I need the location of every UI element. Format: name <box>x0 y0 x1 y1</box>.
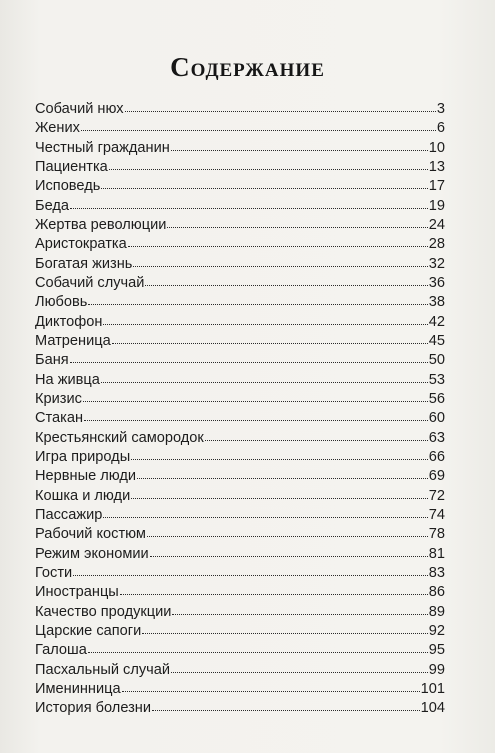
toc-entry <box>35 680 445 699</box>
toc-entry-page: 6 <box>436 120 445 137</box>
toc-entry <box>35 583 445 602</box>
toc-entry-title: Крестьянский самородок <box>35 429 204 446</box>
toc-entry-leader <box>70 208 428 209</box>
toc-entry <box>35 119 445 138</box>
toc-entry <box>35 564 445 583</box>
toc-entry-title: Собачий нюх <box>35 101 124 117</box>
toc-entry-title: Жених <box>35 120 80 137</box>
toc-entry <box>35 351 445 370</box>
toc-entry-title: Именинница <box>35 680 121 697</box>
toc-entry-title: Стакан <box>35 410 84 427</box>
toc-entry-leader <box>167 227 427 228</box>
toc-entry-title: История болезни <box>35 700 152 717</box>
toc-entry-leader <box>73 575 428 576</box>
toc-entry-page: 86 <box>428 584 445 601</box>
toc-entry-leader <box>131 498 428 499</box>
toc-entry-leader <box>125 111 436 112</box>
toc-entry-page: 95 <box>428 642 445 659</box>
toc-entry-title: Пациентка <box>35 158 108 175</box>
toc-entry-page: 19 <box>428 197 445 214</box>
toc-entry-leader <box>150 556 428 557</box>
toc-entry-page: 56 <box>428 390 445 407</box>
toc-entry-page: 24 <box>428 216 445 233</box>
toc-entry <box>35 390 445 409</box>
toc-entry <box>35 255 445 274</box>
toc-entry-leader <box>205 440 428 441</box>
toc-entry <box>35 641 445 660</box>
toc-entry <box>35 506 445 525</box>
toc-entry-title: Иностранцы <box>35 584 119 601</box>
toc-entry-title: Режим экономии <box>35 545 149 562</box>
toc-entry-leader <box>152 710 420 711</box>
toc-entry-page: 3 <box>436 101 445 117</box>
toc-entry-leader <box>88 304 427 305</box>
toc-entry <box>35 429 445 448</box>
toc-entry <box>35 313 445 332</box>
toc-entry-leader <box>172 614 427 615</box>
toc-entry-title: Аристократка <box>35 236 127 253</box>
toc-entry-page: 92 <box>428 622 445 639</box>
toc-entry-title: Диктофон <box>35 313 103 330</box>
toc-entry-page: 10 <box>428 139 445 156</box>
toc-entry-page: 42 <box>428 313 445 330</box>
toc-entry-leader <box>81 130 436 131</box>
toc-entry-leader <box>112 343 428 344</box>
toc-entry-leader <box>137 478 428 479</box>
toc-entry-page: 38 <box>428 294 445 311</box>
toc-entry-page: 74 <box>428 506 445 523</box>
page-title: Содержание <box>170 52 325 82</box>
toc-entry-title: Игра природы <box>35 448 131 465</box>
toc-entry <box>35 197 445 216</box>
toc-entry-leader <box>171 672 428 673</box>
toc-entry <box>35 661 445 680</box>
toc-entry <box>35 545 445 564</box>
toc-entry-page: 89 <box>428 603 445 620</box>
toc-entry <box>35 235 445 254</box>
toc-entry <box>35 699 445 718</box>
toc-entry-title: Баня <box>35 352 69 369</box>
toc-entry <box>35 467 445 486</box>
toc-entry-title: Галоша <box>35 642 87 659</box>
toc-entry-title: На живца <box>35 371 100 388</box>
toc-entry-page: 72 <box>428 487 445 504</box>
toc-entry-leader <box>122 691 420 692</box>
toc-entry-leader <box>103 324 427 325</box>
toc-entry-leader <box>131 459 428 460</box>
toc-entry-title: Рабочий костюм <box>35 526 146 543</box>
toc-entry-page: 28 <box>428 236 445 253</box>
toc-entry-page: 45 <box>428 332 445 349</box>
toc-entry-page: 69 <box>428 468 445 485</box>
table-of-contents <box>35 100 445 719</box>
toc-entry-title: Любовь <box>35 294 88 311</box>
toc-entry-leader <box>145 285 427 286</box>
toc-entry-leader <box>101 382 428 383</box>
toc-entry-page: 99 <box>428 661 445 678</box>
toc-entry-title: Беда <box>35 197 70 214</box>
toc-entry-page: 66 <box>428 448 445 465</box>
toc-entry-leader <box>109 169 428 170</box>
toc-entry-page: 17 <box>428 178 445 195</box>
toc-entry <box>35 177 445 196</box>
toc-entry-leader <box>70 362 428 363</box>
toc-entry <box>35 371 445 390</box>
toc-entry <box>35 409 445 428</box>
toc-entry-page: 53 <box>428 371 445 388</box>
toc-entry-leader <box>128 246 428 247</box>
toc-entry <box>35 448 445 467</box>
toc-entry-page: 60 <box>428 410 445 427</box>
toc-entry-title: Матреница <box>35 332 111 349</box>
toc-entry-title: Честный гражданин <box>35 139 170 156</box>
toc-entry <box>35 525 445 544</box>
toc-entry <box>35 274 445 293</box>
toc-entry-leader <box>133 266 427 267</box>
toc-entry-leader <box>101 188 427 189</box>
toc-entry-title: Кошка и люди <box>35 487 131 504</box>
toc-entry-title: Жертва революции <box>35 216 167 233</box>
toc-entry-page: 50 <box>428 352 445 369</box>
toc-entry <box>35 158 445 177</box>
toc-entry-title: Пассажир <box>35 506 103 523</box>
toc-entry-leader <box>88 652 428 653</box>
toc-entry-page: 63 <box>428 429 445 446</box>
toc-entry-page: 81 <box>428 545 445 562</box>
toc-entry-page: 83 <box>428 564 445 581</box>
toc-entry-title: Богатая жизнь <box>35 255 133 272</box>
toc-entry-page: 32 <box>428 255 445 272</box>
toc-entry-title: Качество продукции <box>35 603 172 620</box>
toc-entry-title: Исповедь <box>35 178 101 195</box>
toc-entry-title: Гости <box>35 564 73 581</box>
toc-entry <box>35 622 445 641</box>
toc-entry-title: Пасхальный случай <box>35 661 171 678</box>
toc-entry-page: 36 <box>428 274 445 291</box>
toc-entry <box>35 216 445 235</box>
toc-entry <box>35 100 445 119</box>
toc-entry-title: Царские сапоги <box>35 622 142 639</box>
toc-entry-page: 101 <box>420 680 445 697</box>
toc-entry <box>35 487 445 506</box>
toc-entry <box>35 332 445 351</box>
toc-entry-leader <box>83 401 428 402</box>
toc-entry-page: 104 <box>420 700 445 717</box>
toc-entry-page: 13 <box>428 158 445 175</box>
toc-entry-title: Кризис <box>35 390 82 407</box>
toc-entry-leader <box>84 420 428 421</box>
toc-entry <box>35 293 445 312</box>
toc-entry-leader <box>103 517 427 518</box>
toc-entry-leader <box>120 594 428 595</box>
toc-entry-title: Нервные люди <box>35 468 137 485</box>
toc-entry <box>35 603 445 622</box>
toc-entry-leader <box>171 150 428 151</box>
toc-entry-title: Собачий случай <box>35 274 145 291</box>
toc-entry-leader <box>147 536 428 537</box>
toc-entry-leader <box>142 633 428 634</box>
toc-entry-page: 78 <box>428 526 445 543</box>
toc-entry <box>35 139 445 158</box>
